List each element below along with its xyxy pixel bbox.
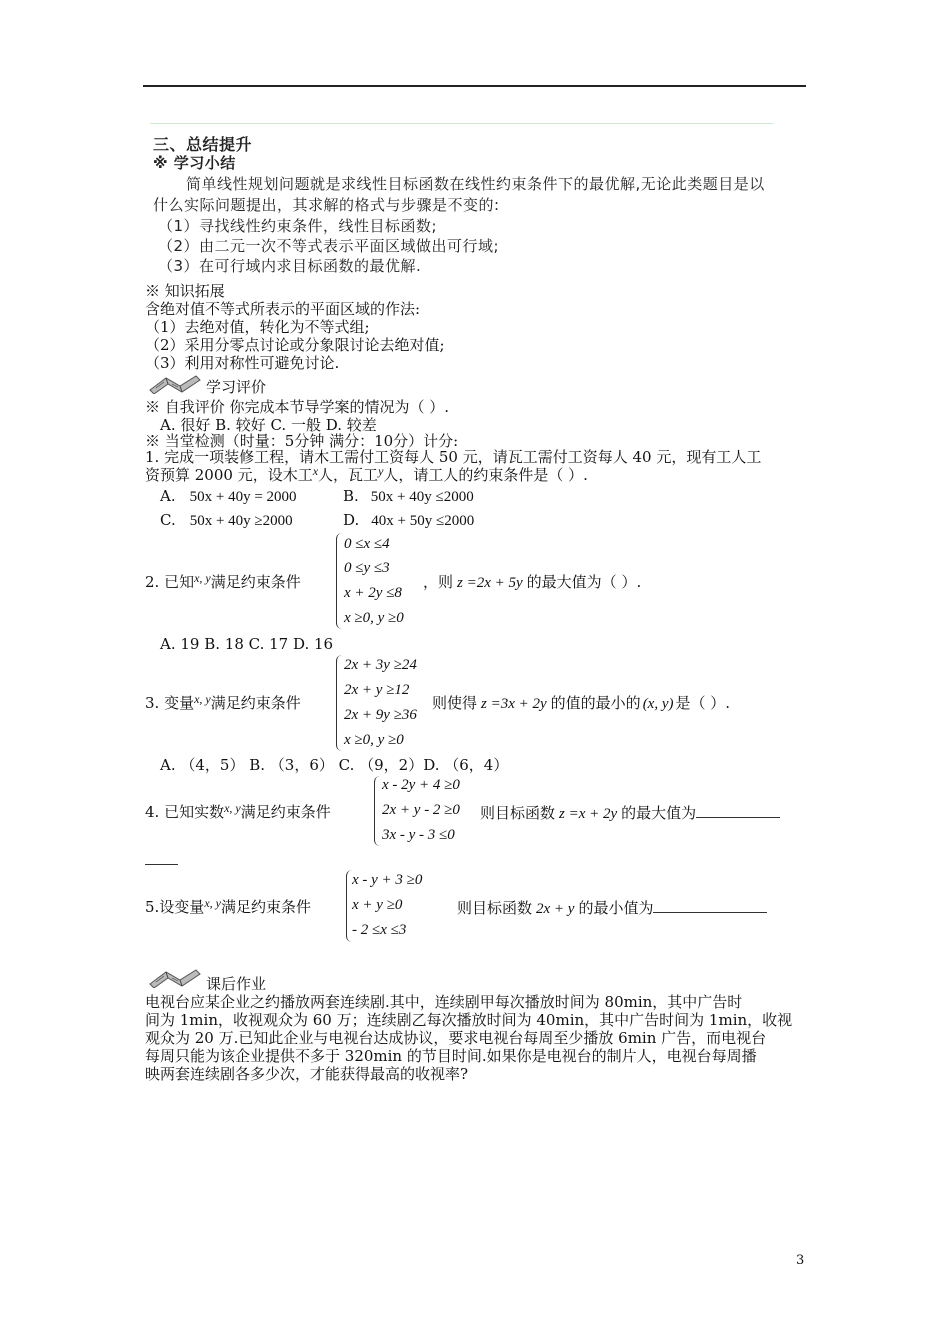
q4-answer-blank[interactable] [696, 803, 780, 818]
q3-constraint-4: x ≥0, y ≥0 [344, 732, 404, 748]
q3-brace [336, 655, 343, 751]
q1-option-b: B. 50x + 40y ≤2000 [343, 487, 474, 505]
q4-answer-blank-continued [145, 864, 178, 865]
book-icon [146, 966, 202, 988]
knowledge-intro: 含绝对值不等式所表示的平面区域的作法: [145, 300, 421, 318]
q5-constraint-2: x + y ≥0 [352, 897, 403, 913]
q1-line2: 资预算 2000 元，设木工$^x$人，瓦工$^y$人，请工人的约束条件是（ ）. [145, 464, 588, 484]
summary-step-2: （2）由二元一次不等式表示平面区域做出可行域; [158, 237, 500, 255]
q3-constraint-1: 2x + 3y ≥24 [344, 657, 417, 673]
q1-line1: 1. 完成一项装修工程，请木工需付工资每人 50 元，请瓦工需付工资每人 40 元，现有工人工 [145, 448, 762, 466]
book-icon [146, 372, 202, 394]
summary-step-3: （3）在可行域内求目标函数的最优解. [158, 257, 422, 275]
q4-constraint-3: 3x - y - 3 ≤0 [382, 827, 455, 843]
q1-option-d: D. 40x + 50y ≤2000 [343, 511, 475, 529]
knowledge-title: ※ 知识拓展 [145, 282, 225, 300]
q3-prefix: 3. 变量$^{x, y}$满足约束条件 [145, 692, 301, 712]
q4-prefix: 4. 已知实数$^{x, y}$满足约束条件 [145, 801, 331, 821]
header-rule [143, 85, 806, 87]
q5-question: 则目标函数 2x + y 的最小值为 [457, 898, 767, 918]
page-number: 3 [796, 1253, 805, 1268]
q3-constraint-2: 2x + y ≥12 [344, 682, 410, 698]
q3-question: 则使得 z =3x + 2y 的值的最小的 (x, y) 是（ ）. [432, 694, 731, 712]
homework-line-4: 每周只能为该企业提供不多于 320min 的节目时间.如果你是电视台的制片人，电视台每周播 [145, 1047, 757, 1065]
summary-para-line2: 什么实际问题提出，其求解的格式与步骤是不变的: [153, 196, 500, 214]
self-evaluation-options: A. 很好 B. 较好 C. 一般 D. 较差 [160, 416, 377, 434]
q2-constraint-1: 0 ≤x ≤4 [344, 536, 390, 552]
q1-option-c: C. 50x + 40y ≥2000 [160, 511, 293, 529]
self-evaluation: ※ 自我评价 你完成本节导学案的情况为（ ）. [145, 398, 450, 416]
q2-constraint-2: 0 ≤y ≤3 [344, 560, 390, 576]
q3-constraint-3: 2x + 9y ≥36 [344, 707, 417, 723]
q2-constraint-4: x ≥0, y ≥0 [344, 610, 404, 626]
summary-subtitle: ※ 学习小结 [153, 154, 236, 172]
homework-line-5: 映两套连续剧各多少次，才能获得最高的收视率? [145, 1065, 469, 1083]
summary-step-1: （1）寻找线性约束条件，线性目标函数; [158, 217, 438, 235]
q5-constraint-3: - 2 ≤x ≤3 [352, 922, 407, 938]
homework-heading: 课后作业 [206, 975, 267, 993]
q1-option-a: A. 50x + 40y = 2000 [160, 487, 297, 505]
test-title: ※ 当堂检测（时量：5分钟 满分：10分）计分: [145, 432, 459, 450]
image-top-rule [150, 123, 773, 124]
q2-question: ，则 z =2x + 5y 的最大值为（ ）. [423, 573, 642, 591]
knowledge-item-3: （3）利用对称性可避免讨论. [145, 354, 340, 372]
homework-line-2: 间为 1min，收视观众为 60 万；连续剧乙每次播放时间为 40min，其中广告时间为 1min，收视 [145, 1011, 793, 1029]
q3-options: A. （4，5） B. （3，6） C. （9，2）D. （6，4） [160, 756, 509, 774]
q2-options: A. 19 B. 18 C. 17 D. 16 [160, 635, 334, 653]
knowledge-item-1: （1）去绝对值，转化为不等式组; [145, 318, 370, 336]
q4-constraint-2: 2x + y - 2 ≥0 [382, 802, 460, 818]
q2-prefix: 2. 已知$^{x, y}$满足约束条件 [145, 571, 301, 591]
q5-answer-blank[interactable] [653, 898, 767, 913]
knowledge-item-2: （2）采用分零点讨论或分象限讨论去绝对值; [145, 336, 445, 354]
q2-constraint-3: x + 2y ≤8 [344, 585, 402, 601]
summary-title: 三、总结提升 [153, 135, 253, 154]
q4-brace [374, 776, 381, 846]
homework-line-3: 观众为 20 万.已知此企业与电视台达成协议，要求电视台每周至少播放 6min 广告，而电视台 [145, 1029, 767, 1047]
q5-prefix: 5.设变量$^{x, y}$满足约束条件 [145, 896, 311, 916]
q4-question: 则目标函数 z =x + 2y 的最大值为 [480, 803, 780, 823]
summary-para-line1: 简单线性规划问题就是求线性目标函数在线性约束条件下的最优解,无论此类题目是以 [186, 175, 765, 193]
q2-brace [336, 533, 343, 629]
homework-line-1: 电视台应某企业之约播放两套连续剧.其中，连续剧甲每次播放时间为 80min，其中广告时 [145, 993, 743, 1011]
q4-constraint-1: x - 2y + 4 ≥0 [382, 777, 460, 793]
q5-constraint-1: x - y + 3 ≥0 [352, 872, 423, 888]
evaluation-heading: 学习评价 [206, 378, 267, 396]
